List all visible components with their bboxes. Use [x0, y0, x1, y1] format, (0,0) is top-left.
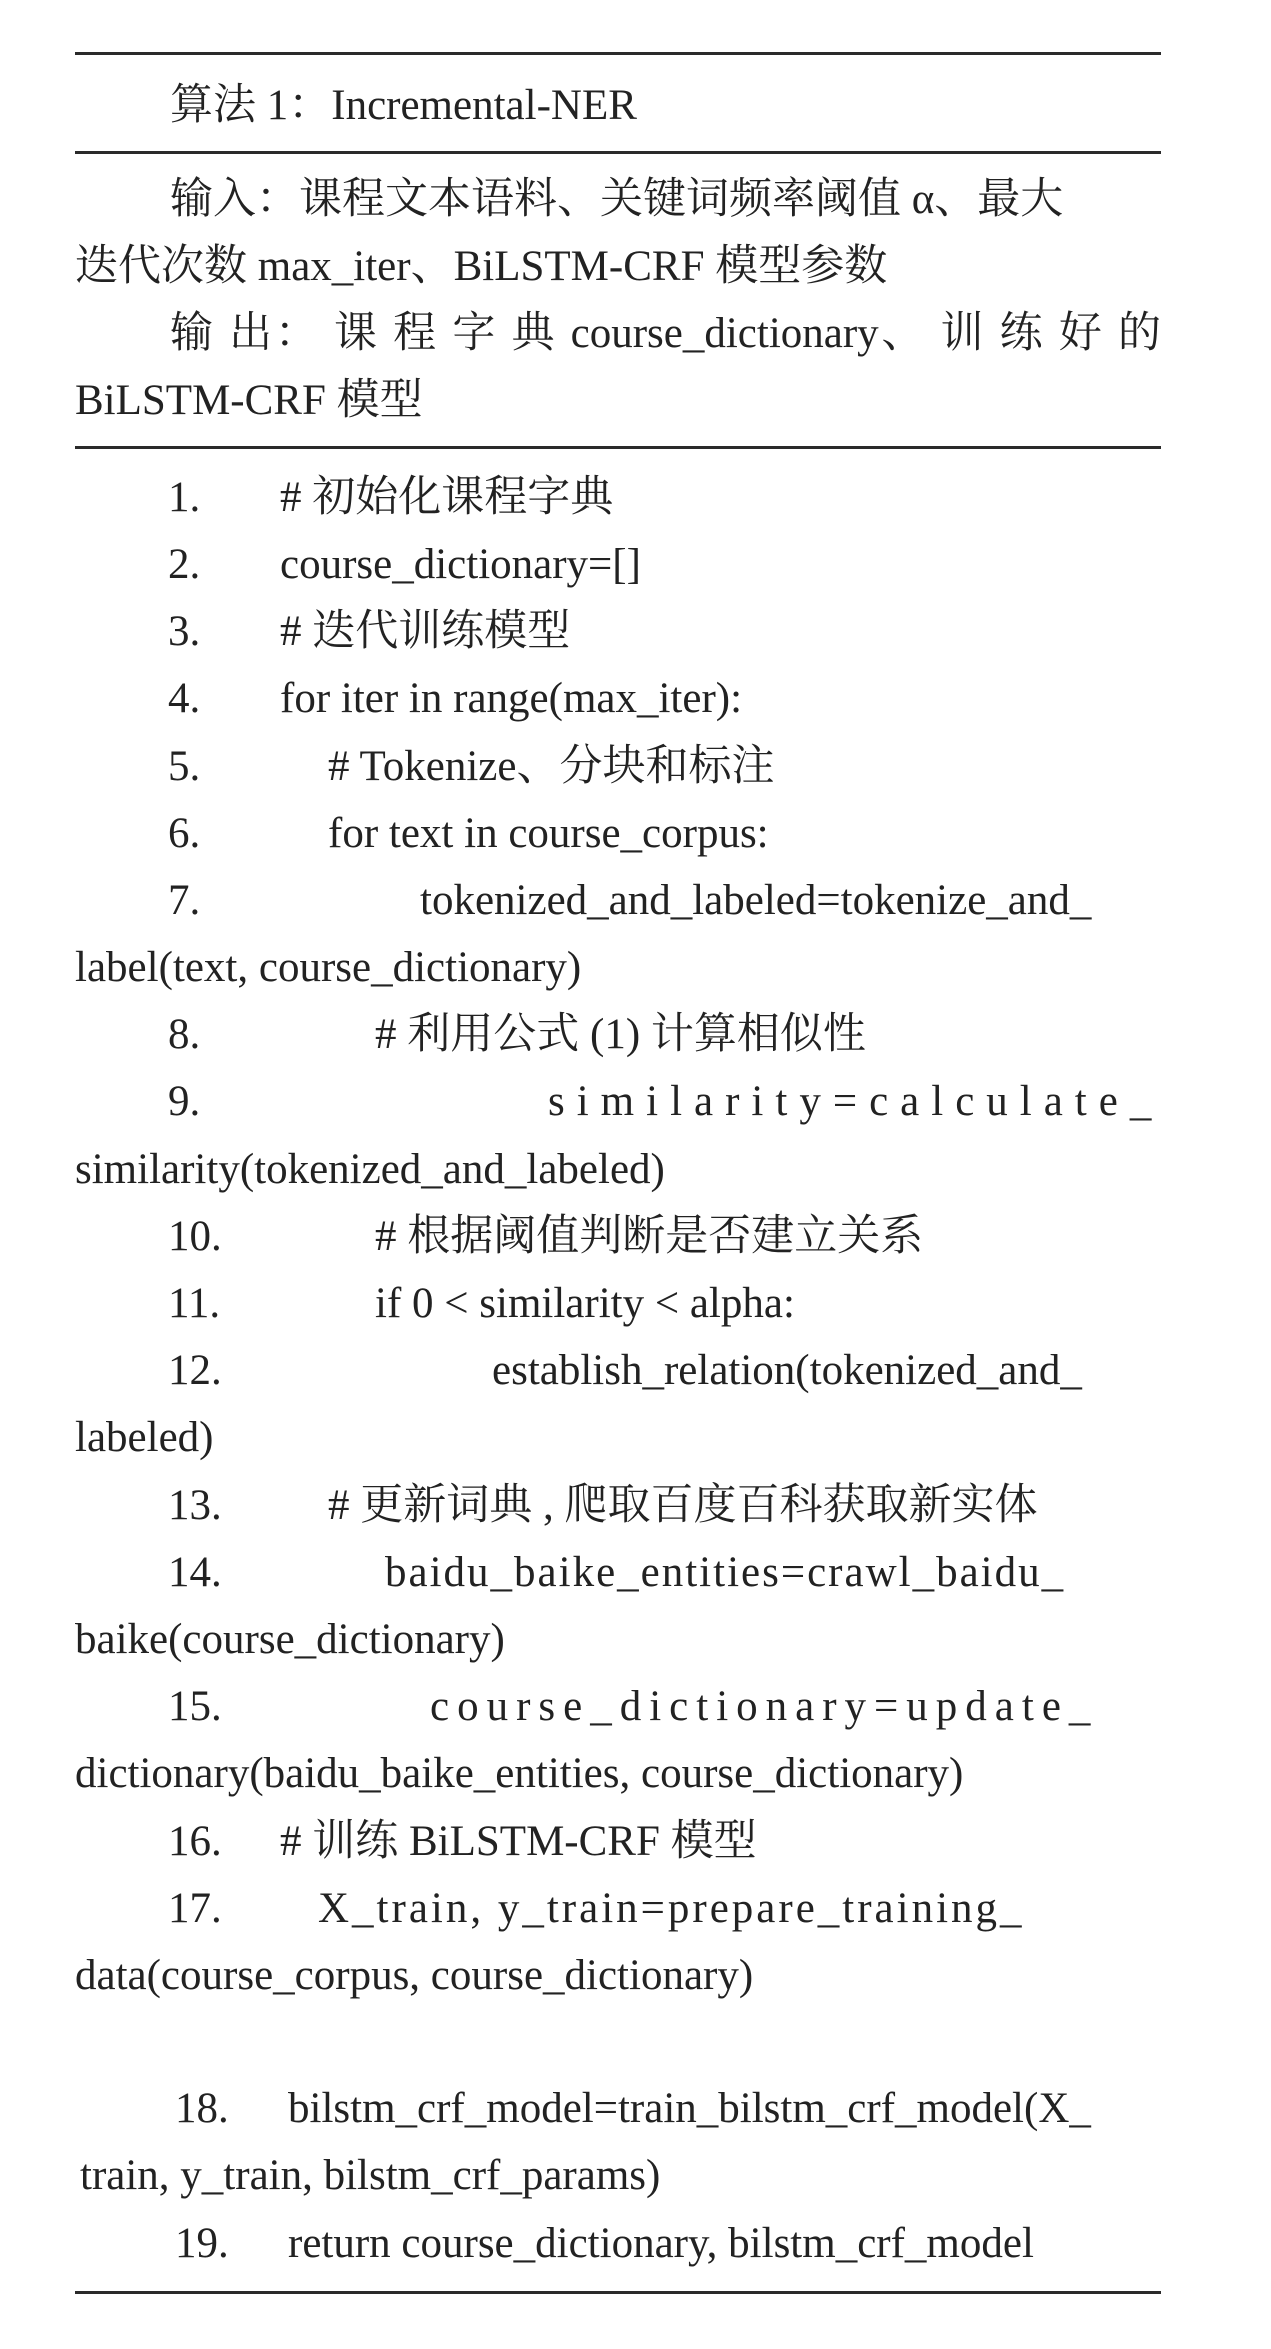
step-code-continuation: similarity(tokenized_and_labeled) — [75, 1146, 665, 1193]
step-number: 9. — [168, 1078, 201, 1125]
step-code-continuation: dictionary(baidu_baike_entities, course_dictionary) — [75, 1750, 964, 1797]
step-code-continuation: baike(course_dictionary) — [75, 1616, 505, 1663]
step-number: 17. — [168, 1885, 222, 1932]
input-line-1: 输入：课程文本语料、关键词频率阈值 α、最大 — [170, 176, 1064, 223]
output-line-1: 输 出： 课 程 字 典 course_dictionary、 训 练 好 的 — [170, 310, 1161, 357]
bottom-rule — [75, 2291, 1161, 2294]
output-line-2: BiLSTM-CRF 模型 — [75, 377, 423, 424]
input-line-2: 迭代次数 max_iter、BiLSTM-CRF 模型参数 — [75, 243, 888, 290]
step-number: 12. — [168, 1347, 222, 1394]
step-code: # 根据阈值判断是否建立关系 — [375, 1213, 924, 1260]
step-code: establish_relation(tokenized_and_ — [492, 1347, 1082, 1394]
step-number: 14. — [168, 1549, 222, 1596]
step-code-continuation: train, y_train, bilstm_crf_params) — [80, 2152, 661, 2199]
step-code: # 更新词典 , 爬取百度百科获取新实体 — [328, 1482, 1038, 1529]
step-code: similarity=calculate_ — [548, 1078, 1164, 1125]
top-rule — [75, 52, 1161, 55]
step-code: bilstm_crf_model=train_bilstm_crf_model(X_ — [288, 2085, 1091, 2132]
step-number: 10. — [168, 1213, 222, 1260]
step-code: course_dictionary=[] — [280, 541, 641, 588]
step-code: course_dictionary=update_ — [430, 1683, 1099, 1730]
step-code: # Tokenize、分块和标注 — [328, 743, 775, 790]
step-number: 15. — [168, 1683, 222, 1730]
step-number: 3. — [168, 608, 201, 655]
step-code-continuation: label(text, course_dictionary) — [75, 944, 582, 991]
step-number: 7. — [168, 877, 201, 924]
step-number: 6. — [168, 810, 201, 857]
step-code: for text in course_corpus: — [328, 810, 769, 857]
step-code: # 迭代训练模型 — [280, 608, 571, 655]
step-number: 18. — [175, 2085, 229, 2132]
step-code: baidu_baike_entities=crawl_baidu_ — [385, 1549, 1066, 1596]
step-code: X_train, y_train=prepare_training_ — [318, 1885, 1025, 1932]
step-number: 4. — [168, 675, 201, 722]
step-number: 13. — [168, 1482, 222, 1529]
step-code-continuation: data(course_corpus, course_dictionary) — [75, 1952, 754, 1999]
step-code: # 训练 BiLSTM-CRF 模型 — [280, 1818, 757, 1865]
step-number: 11. — [168, 1280, 221, 1327]
title-rule — [75, 151, 1161, 154]
step-code: for iter in range(max_iter): — [280, 675, 743, 722]
step-number: 8. — [168, 1011, 201, 1058]
step-number: 19. — [175, 2220, 229, 2267]
step-code: tokenized_and_labeled=tokenize_and_ — [420, 877, 1092, 924]
step-code: # 初始化课程字典 — [280, 474, 614, 521]
step-number: 16. — [168, 1818, 222, 1865]
step-code: if 0 < similarity < alpha: — [375, 1280, 795, 1327]
header-rule — [75, 446, 1161, 449]
step-code: return course_dictionary, bilstm_crf_model — [288, 2220, 1034, 2267]
step-code-continuation: labeled) — [75, 1414, 214, 1461]
step-code: # 利用公式 (1) 计算相似性 — [375, 1011, 866, 1058]
step-number: 1. — [168, 474, 201, 521]
step-number: 5. — [168, 743, 201, 790]
step-number: 2. — [168, 541, 201, 588]
algorithm-title: 算法 1：Incremental-NER — [170, 82, 637, 129]
